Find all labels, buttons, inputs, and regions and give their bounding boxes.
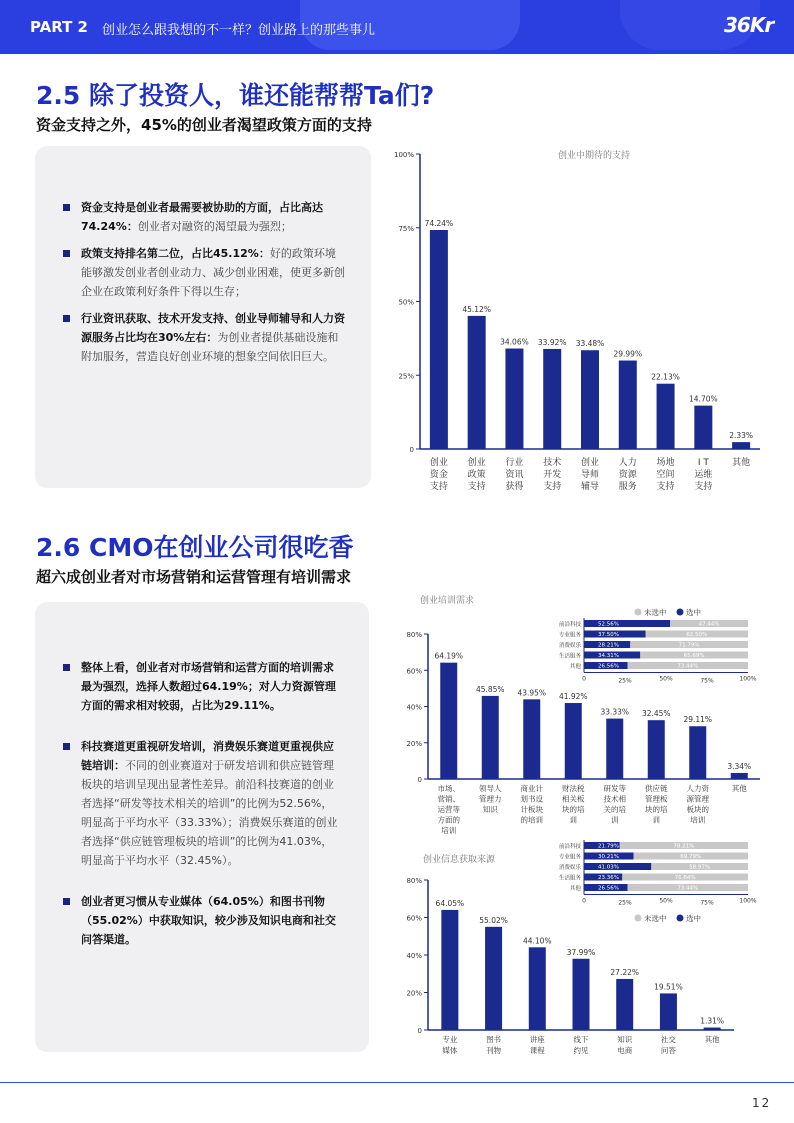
category-label: 政策: [467, 470, 486, 480]
data-label: 55.02%: [479, 915, 508, 925]
legend-swatch: [677, 609, 684, 616]
data-label: 45.85%: [475, 684, 505, 694]
category-label: 空间: [656, 470, 675, 480]
data-label: 44.10%: [522, 936, 552, 946]
y-tick-label: 20%: [406, 739, 422, 748]
bar: [616, 979, 633, 1030]
category-label: 财法税: [562, 784, 585, 793]
x-tick-label: 25%: [618, 899, 632, 907]
legend-label: 选中: [686, 914, 701, 922]
y-tick-label: 80%: [406, 631, 422, 639]
category-label: 营销、: [437, 794, 460, 804]
bar: [440, 663, 457, 779]
summary-card: [35, 146, 371, 488]
data-label: 26.56%: [598, 663, 619, 670]
chart-title: 创业信息获取来源: [423, 855, 496, 865]
category-label: 块的培: [562, 805, 585, 814]
summary-card: [35, 602, 369, 1052]
bullet-text: 创业者对融资的渴望最为强烈；: [137, 220, 292, 233]
bar: [441, 910, 458, 1030]
data-label: 43.95%: [517, 688, 547, 698]
section-title: 2.6 CMO在创业公司很吃香: [36, 533, 354, 562]
data-label: 47.44%: [698, 621, 720, 628]
data-label: 73.44%: [677, 885, 699, 892]
category-label: 运营等: [437, 805, 460, 814]
legend-label: 未选中: [644, 914, 667, 922]
bar: [573, 959, 590, 1030]
stack-bar-selected: [584, 620, 670, 627]
bar: [482, 696, 499, 779]
data-label: 76.64%: [674, 875, 696, 881]
category-label: 管理力: [479, 794, 502, 804]
data-label: 69.79%: [680, 854, 702, 860]
x-tick-label: 75%: [700, 677, 714, 685]
y-tick-label: 80%: [406, 877, 422, 885]
category-label: 媒体: [442, 1046, 458, 1055]
category-label: 场地: [656, 458, 675, 468]
data-label: 28.21%: [598, 642, 619, 649]
data-label: 73.44%: [677, 663, 699, 670]
bar: [648, 720, 665, 779]
category-label: 消费娱乐: [558, 865, 581, 871]
data-label: 30.21%: [598, 854, 619, 860]
category-label: 其他: [569, 886, 581, 892]
bar: [732, 442, 750, 449]
bar: [694, 406, 712, 449]
legend-swatch: [677, 915, 684, 922]
category-label: 源管理: [686, 794, 709, 804]
data-label: 26.56%: [598, 885, 619, 892]
category-label: 人力: [618, 458, 637, 468]
y-tick-label: 60%: [406, 914, 422, 923]
category-label: 创业: [429, 458, 448, 468]
category-label: 板块的: [686, 805, 709, 814]
category-label: 专业服务: [558, 632, 581, 639]
category-label: 划书设: [520, 794, 543, 804]
category-label: 导师: [580, 470, 600, 480]
category-label: 辅导: [580, 482, 600, 492]
category-label: 电商: [617, 1046, 633, 1055]
data-label: 29.11%: [683, 715, 713, 725]
legend-swatch: [635, 915, 642, 922]
brand-logo: 36Kr: [724, 13, 774, 37]
y-tick-label: 60%: [406, 667, 422, 676]
bullet-item: [63, 244, 345, 301]
bullet-bold: 资金支持是创业者最需要被协助的方面，占比高达74.24%：: [81, 201, 323, 233]
x-tick-label: 100%: [739, 897, 757, 905]
bar: [523, 699, 540, 779]
data-label: 34.31%: [598, 653, 619, 659]
category-label: 服务: [618, 482, 637, 492]
category-label: 前沿科技: [558, 622, 581, 628]
x-tick-label: 75%: [700, 899, 714, 907]
bullet-item: [63, 309, 345, 366]
category-label: 资源: [618, 470, 637, 480]
category-label: 知识: [482, 805, 498, 814]
bar: [430, 230, 448, 449]
category-label: 支持: [694, 482, 713, 492]
x-tick-label: 50%: [659, 897, 673, 905]
data-label: 78.21%: [673, 843, 695, 850]
category-label: I T: [697, 458, 709, 468]
bullet-bold: 政策支持排名第二位，占比45.12%：: [81, 247, 270, 260]
category-label: 前沿科技: [558, 844, 581, 850]
category-label: 技术: [543, 458, 562, 468]
category-label: 相关板: [562, 794, 585, 804]
bar: [660, 993, 677, 1030]
category-label: 管理板: [645, 794, 668, 804]
bar: [619, 361, 637, 449]
bullet-bold: 创业者更习惯从专业媒体（64.05%）和图书刊物（55.02%）中获取知识，较少涉及知识电商和社交问答渠道。: [81, 895, 336, 946]
category-label: 研发等: [603, 784, 626, 793]
bullet-text: 为创业者提供基础设施和附加服务，营造良好创业环境的想象空间依旧巨大。: [81, 331, 339, 363]
category-label: 市场、: [437, 784, 460, 793]
data-label: 37.50%: [598, 632, 619, 638]
data-label: 33.92%: [537, 337, 567, 347]
category-label: 方面的: [437, 815, 460, 825]
y-tick-label: 40%: [406, 952, 422, 960]
category-label: 训: [611, 815, 619, 825]
bullet-item: [63, 198, 345, 236]
category-label: 资金: [429, 470, 448, 480]
category-label: 专业: [442, 1035, 458, 1044]
category-label: 知识: [617, 1035, 633, 1044]
category-label: 训: [652, 815, 660, 825]
bar: [468, 316, 486, 449]
data-label: 33.33%: [600, 707, 630, 717]
data-label: 41.92%: [558, 692, 588, 702]
category-label: 其他: [731, 784, 747, 793]
category-label: 资讯: [505, 470, 524, 480]
category-label: 训: [569, 815, 577, 825]
bullet-text: 好的政策环境能够激发创业者创业动力、减少创业困难，使更多新创企业在政策利好条件下得以生存；: [81, 247, 345, 298]
category-label: 其他: [732, 458, 751, 468]
category-label: 关的培: [603, 805, 626, 814]
x-tick-label: 50%: [659, 675, 673, 683]
data-label: 58.97%: [689, 864, 711, 871]
bar: [505, 349, 523, 449]
category-label: 问答: [660, 1046, 676, 1055]
category-label: 培训: [441, 826, 457, 835]
data-label: 32.45%: [641, 709, 671, 719]
category-label: 其他: [704, 1035, 720, 1044]
category-label: 其他: [569, 664, 581, 670]
bullet-bold: 行业资讯获取、技术开发支持、创业导师辅导和人力资源服务占比均在30%左右：: [81, 312, 345, 344]
part-label: PART 2: [30, 18, 88, 36]
y-tick-label: 25%: [398, 372, 414, 381]
support-chart: [388, 145, 788, 495]
bar: [704, 1028, 721, 1030]
category-label: 商业计: [520, 784, 543, 793]
data-label: 3.34%: [727, 761, 752, 771]
data-label: 21.79%: [598, 843, 619, 850]
x-tick-label: 25%: [618, 677, 632, 685]
category-label: 约见: [573, 1046, 589, 1055]
section-subtitle: 资金支持之外，45%的创业者渴望政策方面的支持: [36, 116, 372, 134]
x-tick-label: 100%: [739, 675, 757, 683]
category-label: 人力资: [686, 784, 709, 793]
info-track-chart: [548, 840, 794, 922]
data-label: 64.05%: [435, 898, 465, 908]
y-tick-label: 0: [409, 446, 414, 454]
x-tick-label: 0: [582, 675, 586, 683]
y-tick-label: 75%: [398, 224, 414, 233]
category-label: 支持: [656, 482, 675, 492]
bar: [657, 384, 675, 449]
data-label: 64.19%: [434, 651, 464, 661]
data-label: 19.51%: [654, 982, 683, 992]
bar: [543, 349, 561, 449]
data-label: 23.36%: [598, 875, 619, 881]
category-label: 支持: [429, 482, 448, 492]
category-label: 专业服务: [558, 854, 581, 861]
data-label: 27.22%: [610, 967, 640, 977]
category-label: 社交: [660, 1035, 676, 1044]
category-label: 培训: [690, 815, 706, 825]
category-label: 讲座: [529, 1035, 545, 1044]
section-title: 2.5 除了投资人，谁还能帮帮Ta们?: [36, 81, 435, 110]
y-tick-label: 20%: [406, 989, 422, 998]
category-label: 刊物: [486, 1046, 502, 1055]
category-label: 创业: [580, 458, 600, 468]
category-label: 课程: [529, 1046, 545, 1055]
category-label: 的培训: [520, 815, 543, 825]
data-label: 45.12%: [462, 304, 491, 314]
y-tick-label: 100%: [393, 151, 414, 159]
data-label: 62.50%: [686, 632, 708, 638]
bullet-bold: 整体上看，创业者对市场营销和运营方面的培训需求最为强烈，选择人数超过64.19%；对人力资源管理方面的需求相对较弱，占比为29.11%。: [81, 661, 336, 712]
bullet-item: [63, 737, 343, 870]
bar: [565, 703, 582, 779]
footer-divider: [0, 1082, 794, 1083]
page-number: 12: [752, 1096, 772, 1110]
y-tick-label: 50%: [398, 298, 414, 307]
category-label: 支持: [543, 482, 562, 492]
category-label: 行业: [505, 458, 524, 468]
data-label: 74.24%: [424, 218, 454, 228]
category-label: 供应链: [645, 784, 668, 793]
bullet-list: [63, 658, 343, 949]
data-label: 65.69%: [683, 653, 705, 659]
data-label: 2.33%: [729, 431, 754, 441]
bullet-list: [63, 198, 345, 366]
data-label: 37.99%: [566, 947, 596, 957]
data-label: 1.31%: [700, 1016, 725, 1026]
bar: [689, 726, 706, 779]
data-label: 14.70%: [689, 394, 718, 404]
bullet-text: 不同的创业赛道对于研发培训和供应链管理板块的培训呈现出显著性差异。前沿科技赛道的创业者选择“研发等技术相关的培训”的比例为52.56%，明显高于平均水平（33.33%）；消费娱乐赛道的创业者选择“供应链管理板块的培训”的比例为41.03%，明显高于平均水平（32.45%）。: [81, 759, 338, 867]
section-subtitle: 超六成创业者对市场营销和运营管理有培训需求: [36, 568, 352, 586]
y-tick-label: 0: [417, 776, 422, 784]
category-label: 块的培: [645, 805, 668, 814]
data-label: 52.56%: [598, 621, 619, 628]
bullet-item: [63, 658, 343, 715]
category-label: 运维: [694, 470, 713, 480]
y-tick-label: 0: [417, 1027, 422, 1035]
data-label: 29.99%: [613, 349, 643, 359]
bullet-bold: 科技赛道更重视研发培训，消费娱乐赛道更重视供应链培训：: [81, 740, 334, 772]
category-label: 图书: [486, 1035, 502, 1044]
training-track-chart: [548, 606, 794, 688]
legend-label: 选中: [686, 608, 701, 617]
bar: [731, 773, 748, 779]
legend-label: 未选中: [644, 608, 667, 617]
category-label: 技术相: [603, 794, 626, 804]
data-label: 22.13%: [651, 372, 680, 382]
y-tick-label: 40%: [406, 703, 422, 712]
bar: [581, 350, 599, 449]
page-header: [0, 0, 794, 54]
legend-swatch: [635, 609, 642, 616]
category-label: 消费娱乐: [558, 643, 581, 649]
category-label: 获得: [505, 482, 524, 492]
x-tick-label: 0: [582, 897, 586, 905]
data-label: 41.03%: [598, 864, 619, 871]
category-label: 线下: [573, 1035, 589, 1044]
category-label: 领导人: [479, 784, 502, 793]
bar: [485, 927, 502, 1030]
category-label: 生活服务: [558, 875, 581, 882]
chart-title: 创业中期待的支持: [557, 151, 631, 161]
category-label: 生活服务: [558, 653, 581, 660]
category-label: 计板块: [520, 805, 543, 814]
data-label: 33.48%: [575, 339, 605, 349]
bar: [606, 719, 623, 779]
chart-title: 创业培训需求: [420, 596, 475, 606]
category-label: 开发: [543, 470, 562, 480]
data-label: 34.06%: [500, 337, 529, 347]
bar: [529, 947, 546, 1030]
part-title: 创业怎么跟我想的不一样？创业路上的那些事儿: [102, 23, 376, 38]
category-label: 支持: [467, 482, 486, 492]
category-label: 创业: [467, 458, 486, 468]
bullet-item: [63, 892, 343, 949]
data-label: 71.79%: [678, 642, 700, 649]
